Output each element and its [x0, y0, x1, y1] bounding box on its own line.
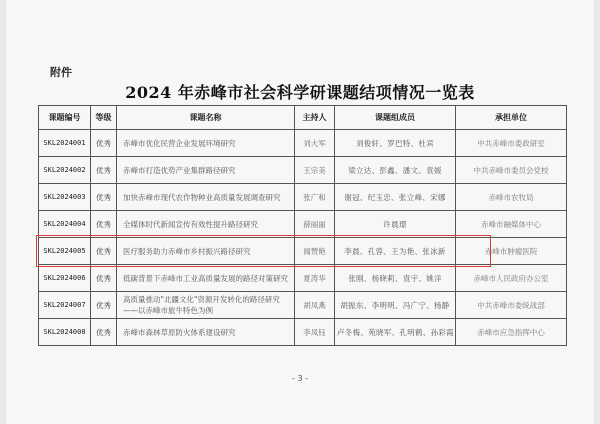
project-results-table	[38, 105, 567, 346]
table-row	[39, 130, 567, 157]
project-host: 闻赞艳	[295, 238, 335, 265]
attachment-label: 附件	[50, 66, 72, 79]
project-host: 李凤钰	[295, 319, 335, 346]
table-header-row	[39, 106, 567, 130]
project-unit: 中共赤峰市委统战部	[456, 292, 567, 319]
project-unit: 赤峰市农牧局	[456, 184, 567, 211]
project-code: SKL2024001	[39, 130, 91, 157]
project-code: SKL2024005	[39, 238, 91, 265]
project-members: 谢冠、纪玉忠、张立峰、宋娜	[335, 184, 456, 211]
project-name: 赤峰市打造优势产业集群路径研究	[117, 157, 295, 184]
project-code: SKL2024008	[39, 319, 91, 346]
header-name: 课题名称	[117, 106, 295, 130]
project-unit: 中共赤峰市委政研室	[456, 130, 567, 157]
project-host: 张广和	[295, 184, 335, 211]
project-grade: 优秀	[91, 184, 117, 211]
project-grade: 优秀	[91, 238, 117, 265]
table-row-highlighted	[39, 238, 567, 265]
header-members: 课题组成员	[335, 106, 456, 130]
project-unit: 中共赤峰市委员会党校	[456, 157, 567, 184]
project-name: 加快赤峰市现代农作物种业高质量发展调查研究	[117, 184, 295, 211]
table-row	[39, 292, 567, 319]
table-row	[39, 211, 567, 238]
project-members: 卢冬梅、苑晓军、孔明鹤、孙彩霞	[335, 319, 456, 346]
header-host: 主持人	[295, 106, 335, 130]
project-unit: 赤峰市应急指挥中心	[456, 319, 567, 346]
header-grade: 等级	[91, 106, 117, 130]
project-members: 许晨璟	[335, 211, 456, 238]
project-grade: 优秀	[91, 211, 117, 238]
project-grade: 优秀	[91, 319, 117, 346]
project-members: 胡振东、李明明、冯广宁、杨静	[335, 292, 456, 319]
project-code: SKL2024003	[39, 184, 91, 211]
project-members: 张刚、杨晓莉、袁宇、姚洋	[335, 265, 456, 292]
project-members: 李晨、孔蓉、王为艳、张冰新	[335, 238, 456, 265]
project-code: SKL2024002	[39, 157, 91, 184]
project-name: 医疗服务助力赤峰市乡村振兴路径研究	[117, 238, 295, 265]
table-row	[39, 157, 567, 184]
project-grade: 优秀	[91, 265, 117, 292]
project-unit: 赤峰市肿瘤医院	[456, 238, 567, 265]
project-code: SKL2024004	[39, 211, 91, 238]
table-row	[39, 184, 567, 211]
project-host: 刘大军	[295, 130, 335, 157]
project-members: 刘俊轩、罗巴特、杜宾	[335, 130, 456, 157]
project-members: 梁立达、彭鑫、潘文、袁媛	[335, 157, 456, 184]
header-code: 课题编号	[39, 106, 91, 130]
project-name: 赤峰市森林草原防火体系建设研究	[117, 319, 295, 346]
project-host: 王宗美	[295, 157, 335, 184]
project-code: SKL2024006	[39, 265, 91, 292]
table-row	[39, 319, 567, 346]
project-host: 夏涛华	[295, 265, 335, 292]
project-unit: 赤峰市人民政府办公室	[456, 265, 567, 292]
project-name: 低碳背景下赤峰市工业高质量发展的路径对策研究	[117, 265, 295, 292]
project-grade: 优秀	[91, 130, 117, 157]
project-host: 胡凤燕	[295, 292, 335, 319]
project-grade: 优秀	[91, 292, 117, 319]
project-grade: 优秀	[91, 157, 117, 184]
header-unit: 承担单位	[456, 106, 567, 130]
project-name: 全媒体时代新闻宣传有效性提升路径研究	[117, 211, 295, 238]
document-title: 2024 年赤峰市社会科学研课题结项情况一览表	[125, 83, 475, 102]
project-unit: 赤峰市融媒体中心	[456, 211, 567, 238]
project-code: SKL2024007	[39, 292, 91, 319]
table-row	[39, 265, 567, 292]
project-name: 高质量推动"北疆文化"资源开发转化的路径研究——以赤峰市旅牛特色为例	[117, 292, 295, 319]
page-number: - 3 -	[292, 374, 308, 383]
project-host: 薛丽丽	[295, 211, 335, 238]
project-name: 赤峰市优化民营企业发展环境研究	[117, 130, 295, 157]
